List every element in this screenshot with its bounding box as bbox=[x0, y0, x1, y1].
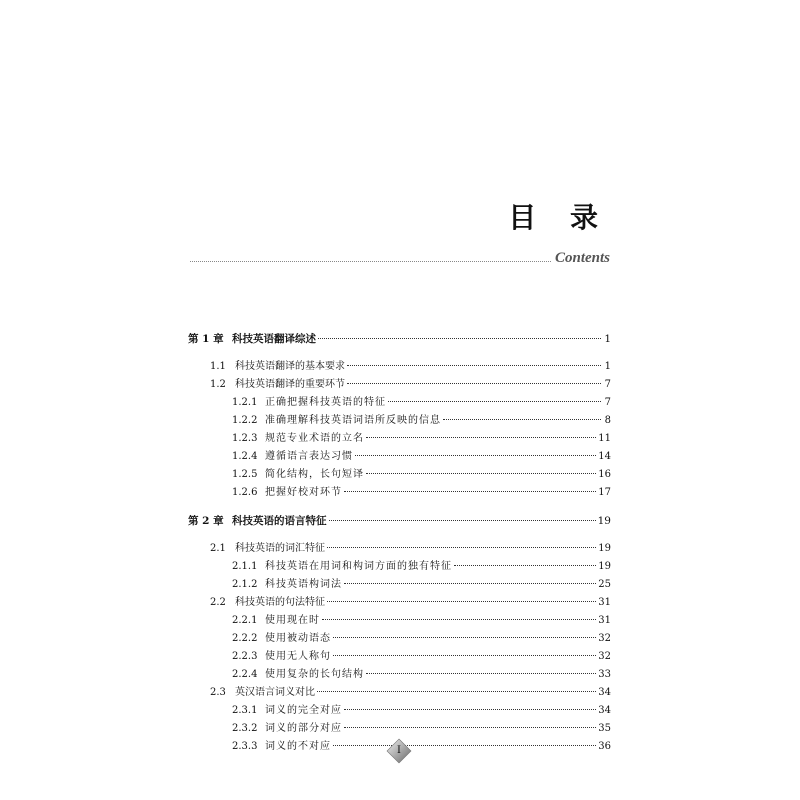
toc-entry-page: 36 bbox=[598, 741, 611, 752]
toc-subsection-entry[interactable] bbox=[188, 466, 611, 484]
toc-subsection-entry[interactable] bbox=[188, 484, 611, 502]
toc-entry-number: 2.3.3 bbox=[232, 741, 258, 752]
toc-entry-number: 2.3.2 bbox=[232, 723, 258, 734]
toc-entry-label: 科技英语翻译的重要环节 bbox=[235, 379, 345, 390]
toc-entry-page: 31 bbox=[598, 597, 611, 608]
dot-leader bbox=[329, 520, 596, 521]
dot-leader bbox=[454, 565, 596, 566]
toc-entry-page: 32 bbox=[598, 651, 611, 662]
toc-entry-page: 34 bbox=[598, 705, 611, 716]
toc-entry-label: 简化结构，长句短译 bbox=[265, 469, 364, 480]
subtitle-row bbox=[190, 248, 610, 268]
toc-entry-page: 33 bbox=[598, 669, 611, 680]
toc-subsection-entry[interactable] bbox=[188, 702, 611, 720]
page-subtitle: Contents bbox=[554, 249, 610, 266]
dot-leader bbox=[344, 583, 596, 584]
toc-entry-label: 科技英语在用词和构词方面的独有特征 bbox=[265, 561, 452, 572]
toc-entry-page: 19 bbox=[597, 515, 611, 527]
toc-entry-label: 词义的不对应 bbox=[265, 741, 331, 752]
dot-leader bbox=[318, 338, 601, 339]
toc-subsection-entry[interactable] bbox=[188, 648, 611, 666]
toc-entry-label: 科技英语翻译的基本要求 bbox=[235, 361, 345, 372]
toc-entry-label: 使用复杂的长句结构 bbox=[265, 669, 364, 680]
toc-entry-page: 1 bbox=[604, 361, 611, 372]
toc-entry-page: 34 bbox=[598, 687, 611, 698]
toc-entry-page: 7 bbox=[604, 397, 611, 408]
page-title: 目 录 bbox=[508, 201, 610, 234]
toc-entry-number: 2.3.1 bbox=[232, 705, 258, 716]
toc-entry-number: 第 1 章 bbox=[188, 333, 224, 345]
toc-entry-label: 词义的完全对应 bbox=[265, 705, 342, 716]
toc-entry-label: 遵循语言表达习惯 bbox=[265, 451, 353, 462]
toc-entry-label: 把握好校对环节 bbox=[265, 487, 342, 498]
toc-subsection-entry[interactable] bbox=[188, 666, 611, 684]
dot-leader bbox=[344, 709, 596, 710]
dot-leader bbox=[333, 637, 596, 638]
table-of-contents bbox=[188, 330, 611, 756]
toc-entry-number: 2.3 bbox=[210, 687, 226, 698]
toc-subsection-entry[interactable] bbox=[188, 448, 611, 466]
dot-leader bbox=[347, 383, 601, 384]
toc-entry-label: 科技英语翻译综述 bbox=[232, 333, 316, 345]
toc-entry-number: 2.2.3 bbox=[232, 651, 258, 662]
dotted-rule bbox=[190, 261, 551, 262]
toc-entry-number: 2.2.1 bbox=[232, 615, 258, 626]
toc-entry-page: 7 bbox=[604, 379, 611, 390]
toc-subsection-entry[interactable] bbox=[188, 630, 611, 648]
toc-entry-page: 1 bbox=[604, 333, 611, 345]
toc-entry-page: 17 bbox=[598, 487, 611, 498]
toc-entry-number: 2.2.2 bbox=[232, 633, 258, 644]
dot-leader bbox=[317, 691, 596, 692]
toc-entry-page: 35 bbox=[598, 723, 611, 734]
toc-section-entry[interactable] bbox=[188, 684, 611, 702]
toc-entry-label: 使用现在时 bbox=[265, 615, 320, 626]
toc-subsection-entry[interactable] bbox=[188, 558, 611, 576]
toc-entry-page: 11 bbox=[598, 433, 611, 444]
dot-leader bbox=[322, 619, 596, 620]
toc-subsection-entry[interactable] bbox=[188, 720, 611, 738]
toc-entry-number: 1.2.3 bbox=[232, 433, 258, 444]
toc-entry-label: 词义的部分对应 bbox=[265, 723, 342, 734]
dot-leader bbox=[388, 401, 601, 402]
dot-leader bbox=[366, 473, 596, 474]
toc-entry-number: 第 2 章 bbox=[188, 515, 224, 527]
dot-leader bbox=[327, 547, 596, 548]
page-number-badge bbox=[386, 738, 412, 764]
toc-section-entry[interactable] bbox=[188, 540, 611, 558]
toc-entry-page: 8 bbox=[604, 415, 611, 426]
toc-entry-page: 14 bbox=[598, 451, 611, 462]
toc-entry-number: 2.1.1 bbox=[232, 561, 258, 572]
toc-section-entry[interactable] bbox=[188, 594, 611, 612]
toc-entry-label: 准确理解科技英语词语所反映的信息 bbox=[265, 415, 441, 426]
toc-entry-label: 科技英语构词法 bbox=[265, 579, 342, 590]
page-number: I bbox=[397, 745, 401, 756]
toc-entry-number: 1.2.5 bbox=[232, 469, 258, 480]
toc-entry-number: 1.1 bbox=[210, 361, 226, 372]
dot-leader bbox=[366, 437, 596, 438]
toc-entry-number: 1.2.1 bbox=[232, 397, 258, 408]
toc-subsection-entry[interactable] bbox=[188, 612, 611, 630]
toc-entry-label: 科技英语的词汇特征 bbox=[235, 543, 325, 554]
toc-entry-page: 31 bbox=[598, 615, 611, 626]
toc-entry-number: 2.1 bbox=[210, 543, 226, 554]
toc-entry-label: 使用无人称句 bbox=[265, 651, 331, 662]
toc-entry-number: 1.2.4 bbox=[232, 451, 258, 462]
dot-leader bbox=[333, 655, 596, 656]
dot-leader bbox=[333, 745, 596, 746]
toc-subsection-entry[interactable] bbox=[188, 394, 611, 412]
toc-subsection-entry[interactable] bbox=[188, 412, 611, 430]
toc-entry-number: 1.2 bbox=[210, 379, 226, 390]
dot-leader bbox=[344, 727, 596, 728]
toc-entry-label: 规范专业术语的立名 bbox=[265, 433, 364, 444]
toc-entry-label: 英汉语言词义对比 bbox=[235, 687, 315, 698]
toc-entry-number: 1.2.2 bbox=[232, 415, 258, 426]
toc-subsection-entry[interactable] bbox=[188, 576, 611, 594]
toc-section-entry[interactable] bbox=[188, 376, 611, 394]
toc-entry-page: 25 bbox=[598, 579, 611, 590]
toc-chapter-entry[interactable] bbox=[188, 330, 611, 348]
dot-leader bbox=[355, 455, 596, 456]
toc-entry-number: 1.2.6 bbox=[232, 487, 258, 498]
toc-entry-label: 科技英语的句法特征 bbox=[235, 597, 325, 608]
toc-entry-page: 32 bbox=[598, 633, 611, 644]
toc-entry-number: 2.1.2 bbox=[232, 579, 258, 590]
toc-entry-page: 19 bbox=[598, 561, 611, 572]
dot-leader bbox=[344, 491, 596, 492]
dot-leader bbox=[327, 601, 596, 602]
toc-section-entry[interactable] bbox=[188, 358, 611, 376]
toc-entry-page: 19 bbox=[598, 543, 611, 554]
toc-subsection-entry[interactable] bbox=[188, 430, 611, 448]
dot-leader bbox=[347, 365, 601, 366]
dot-leader bbox=[366, 673, 596, 674]
toc-entry-number: 2.2.4 bbox=[232, 669, 258, 680]
toc-chapter-entry[interactable] bbox=[188, 512, 611, 530]
toc-entry-label: 使用被动语态 bbox=[265, 633, 331, 644]
toc-entry-label: 正确把握科技英语的特征 bbox=[265, 397, 386, 408]
toc-entry-page: 16 bbox=[598, 469, 611, 480]
dot-leader bbox=[443, 419, 601, 420]
toc-entry-number: 2.2 bbox=[210, 597, 226, 608]
toc-entry-label: 科技英语的语言特征 bbox=[232, 515, 327, 527]
